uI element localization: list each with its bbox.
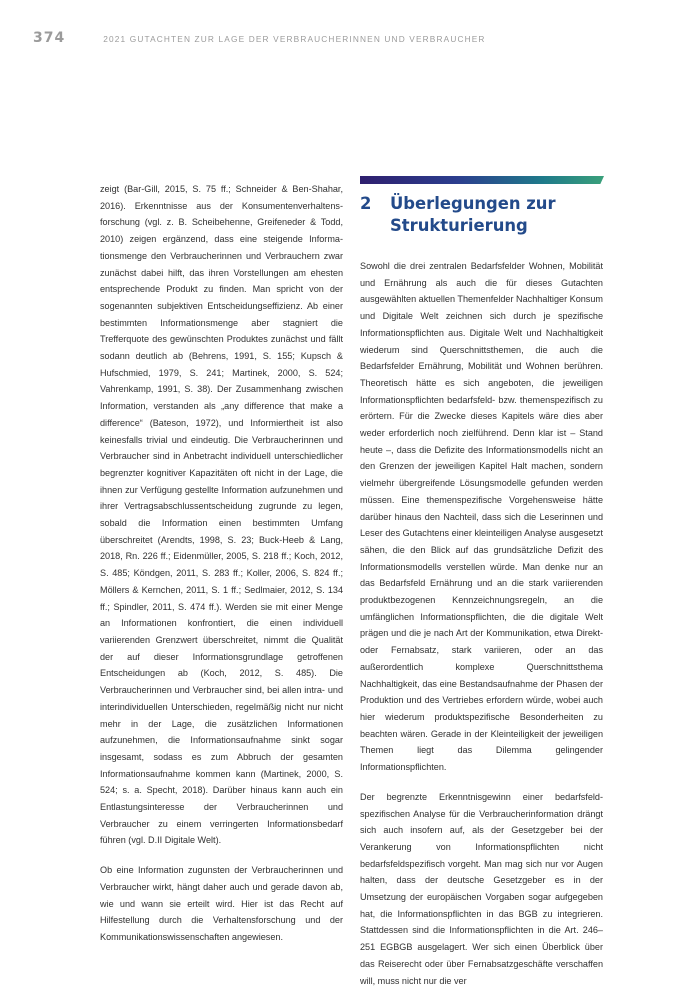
left-column xyxy=(100,181,343,946)
body-paragraph: Der begrenzte Erkenntnisgewinn einer bedarfsfeldspezifischen Analyse für die Verbraucherinformation drängt sich auch insofern auf, als der Gesetzgeber bei der Verankerung von Informationspflichten nicht bedarfsfeldspezifisch vorgeht. Man mag sich nur vor Augen halten, dass der deutsche Gesetzgeber es in der Umsetzung der europäischen Vorgaben sogar aufgegeben hat, die Informationspflichten in das BGB zu integrieren. Stattdessen sind die Informationspflichten in die Art. 246–251 EGBGB ausgelagert. Wer sich einen Überblick über das Reiserecht oder über Fernabsatzgeschäfte verschaffen will, muss nicht nur die ver xyxy=(360,791,603,986)
body-paragraph: zeigt (Bar-Gill, 2015, S. 75 ff.; Schneider & Ben-Shahar, 2016). Erkenntnisse aus der Konsumentenverhaltensforschung (vgl. z. B. Scheibehenne, Greifeneder & Todd, 2010) zeigen ergänzend, dass eine steigende Informationsmenge den Verbraucherinnen und Verbrauchern zwar zunächst dabei hilft, das ihren Vorstellungen am ehesten entsprechende Produkt zu finden. Man spricht von der sogenannten subjektiven Entscheidungseffizienz. Ab einer bestimmten Informationsmenge aber stagniert die Trefferquote des gewünschten Produktes zunächst und fällt sodann deutlich ab (Behrens, 1991, S. 155; Kupsch & Hufschmied, 1979, S. 241; Martinek, 2000, S. 524; Vahrenkamp, 1991, S. 38). Der Zusammenhang zwischen Information, verstanden als „any difference that make a difference“ (Bateson, 1972), und Informiertheit ist also keinesfalls trivial und eindeutig. Die Verbraucherinnen und Verbraucher sind in Anbetracht individuell unterschiedlicher begrenzter kognitiver Kapazitäten oft nicht in der Lage, die ihnen zur Verfügung gestellte Information aufzunehmen und ihrer Vertragsabschlussentscheidung zugrunde zu legen, sobald die Information einen bestimmten Umfang überschreitet (Arendts, 1998, S. 23; Buck-Heeb & Lang, 2018, Rn. 226 ff.; Eidenmüller, 2005, S. 218 ff.; Koch, 2012, S. 485; Köndgen, 2011, S. 283 ff.; Koller, 2006, S. 824 ff.; Möllers & Kernchen, 2011, S. 1 ff.; Sedlmaier, 2012, S. 134 ff.; Spindler, 2011, S. 474 ff.). Werden sie mit einer Menge an Informationen konfrontiert, die einen individuell variierenden Grenzwert überschreitet, nimmt die Qualität der auf dieser Informationsgrundlage getroffenen Entscheidungen ab (Koch, 2012, S. 485). Die Verbraucherinnen und Verbraucher sind, bei allen intra- und interindividuellen Unterschieden, regelmäßig nicht nur nicht mehr in der Lage, die zusätzlichen Informationen aufzunehmen, die Informationsaufnahme sinkt sogar insgesamt, sodass es zum Abbruch der gesamten Informationsaufnahme kommen kann (Martinek, 2000, S. 524; s. a. Specht, 2018). Darüber hinaus kann auch ein Entlastungsinteresse der Verbraucherinnen und Verbraucher zu einem verringerten Informationsbedarf führen (vgl. D.II Digitale Welt). xyxy=(100,184,343,846)
body-paragraph: Ob eine Information zugunsten der Verbraucherinnen und Verbraucher wirkt, hängt daher auch und gerade davon ab, wie und wann sie erteilt wird. Hier ist das Recht auf Hilfestellung durch die Verhaltensforschung und der Kommunikationswissenschaften angewiesen. xyxy=(100,865,343,942)
section-color-bar xyxy=(360,176,604,184)
running-head: 2021 GUTACHTEN ZUR LAGE DER VERBRAUCHERINNEN UND VERBRAUCHER xyxy=(103,34,486,44)
right-column xyxy=(360,258,603,989)
page-number: 374 xyxy=(33,30,66,46)
body-paragraph: Sowohl die drei zentralen Bedarfsfelder Wohnen, Mobilität und Ernährung als auch die für dieses Gutachten ausgewählten aktuellen Themenfelder Nachhaltiger Konsum und Digitale Welt zeichnen sich durch je spezifische Informationspflichten aus. Digitale Welt und Nachhaltigkeit wiederum sind Querschnittsthemen, die auch die Bedarfsfelder Ernährung, Mobilität und Wohnen berühren. Theoretisch hätte es sich angeboten, die jeweiligen Informationspflichten bedarfsfeld- bzw. themenspezifisch zu erörtern. Für die Zwecke dieses Kapitels wäre dies aber weder erforderlich noch zielführend. Denn klar ist – Stand heute –, dass die Defizite des Informationsmodells nicht an den Grenzen der jeweiligen Kapitel Halt machen, sondern vielmehr übergreifende Lösungsmodelle gefunden werden müssen. Eine themenspezifische Vorgehensweise hätte darüber hinaus den Nachteil, dass sich die Leserinnen und Leser des Gutachtens einer kleinteiligen Analyse ausgesetzt sähen, die den Blick auf das grundsätzliche Defizit des Informationsmodells verstellen würde. Man denke nur an das Bedarfsfeld Ernährung und an die stark variierenden produktbezogenen Kennzeichnungsregeln, an die umfänglichen Informationspflichten, die die digitale Welt prägen und die je nach Art der Kommunikation, etwa Direkt- oder Fernabsatz, stark variieren, oder an das außerordentlich komplexe Querschnittsthema Nachhaltigkeit, das eine Bestandsaufnahme der Phasen der Produktion und des Vertriebes erfordern würde, wobei auch hier wiederum produktspezifische Besonderheiten zu beachten wären. Gerade in der Kleinteiligkeit der jeweiligen Themen liegt das Dilemma gelingender Informationspflichten. xyxy=(360,261,603,773)
page-header xyxy=(33,30,680,46)
section-number: 2 xyxy=(360,194,372,213)
section-heading xyxy=(360,193,604,237)
section-title: Überlegungen zur Strukturierung xyxy=(390,194,556,235)
